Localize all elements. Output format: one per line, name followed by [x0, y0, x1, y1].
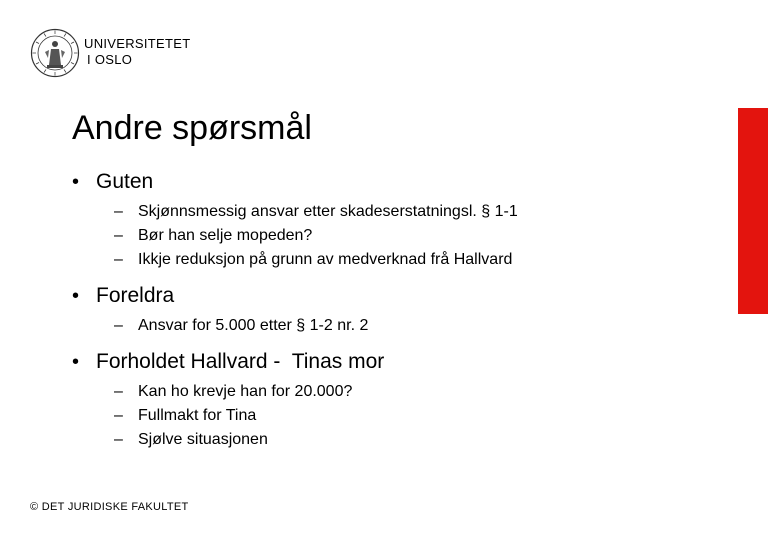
university-seal-logo [30, 28, 80, 78]
sub-item [114, 224, 712, 248]
accent-red-bar [738, 108, 768, 314]
institution-name [84, 36, 190, 68]
slide-title: Andre spørsmål [72, 109, 312, 147]
sub-list [114, 314, 712, 338]
bullet-text: Forholdet Hallvard - Tinas mor [96, 350, 385, 373]
bullet-item-forholdet [72, 348, 712, 452]
sub-item [114, 404, 712, 428]
sub-item-text: Skjønnsmessig ansvar etter skadeserstatningsl. § 1-1 [138, 203, 518, 220]
sub-item-text: Fullmakt for Tina [138, 407, 257, 424]
dash-symbol: – [114, 317, 123, 334]
sub-item [114, 248, 712, 272]
institution-line-2: I OSLO [87, 52, 133, 67]
slide-content [72, 168, 712, 452]
dash-symbol: – [114, 251, 123, 268]
sub-item [114, 314, 712, 338]
sub-item-text: Kan ho krevje han for 20.000? [138, 383, 353, 400]
sub-item-text: Ikkje reduksjon på grunn av medverknad frå Hallvard [138, 251, 513, 268]
dash-symbol: – [114, 227, 123, 244]
footer-text: © DET JURIDISKE FAKULTET [30, 501, 189, 513]
sub-list [114, 200, 712, 272]
dash-symbol: – [114, 431, 123, 448]
sub-item-text: Sjølve situasjonen [138, 431, 268, 448]
dash-symbol: – [114, 203, 123, 220]
sub-item [114, 380, 712, 404]
institution-line-1: UNIVERSITETET [84, 36, 191, 51]
bullet-symbol: • [72, 351, 80, 373]
bullet-symbol: • [72, 171, 80, 193]
bullet-text: Foreldra [96, 284, 175, 307]
sub-item [114, 428, 712, 452]
sub-item [114, 200, 712, 224]
bullet-item-guten [72, 168, 712, 272]
bullet-item-foreldra [72, 282, 712, 338]
sub-list [114, 380, 712, 452]
dash-symbol: – [114, 383, 123, 400]
bullet-text: Guten [96, 170, 154, 193]
dash-symbol: – [114, 407, 123, 424]
sub-item-text: Ansvar for 5.000 etter § 1-2 nr. 2 [138, 317, 369, 334]
sub-item-text: Bør han selje mopeden? [138, 227, 313, 244]
bullet-symbol: • [72, 285, 80, 307]
